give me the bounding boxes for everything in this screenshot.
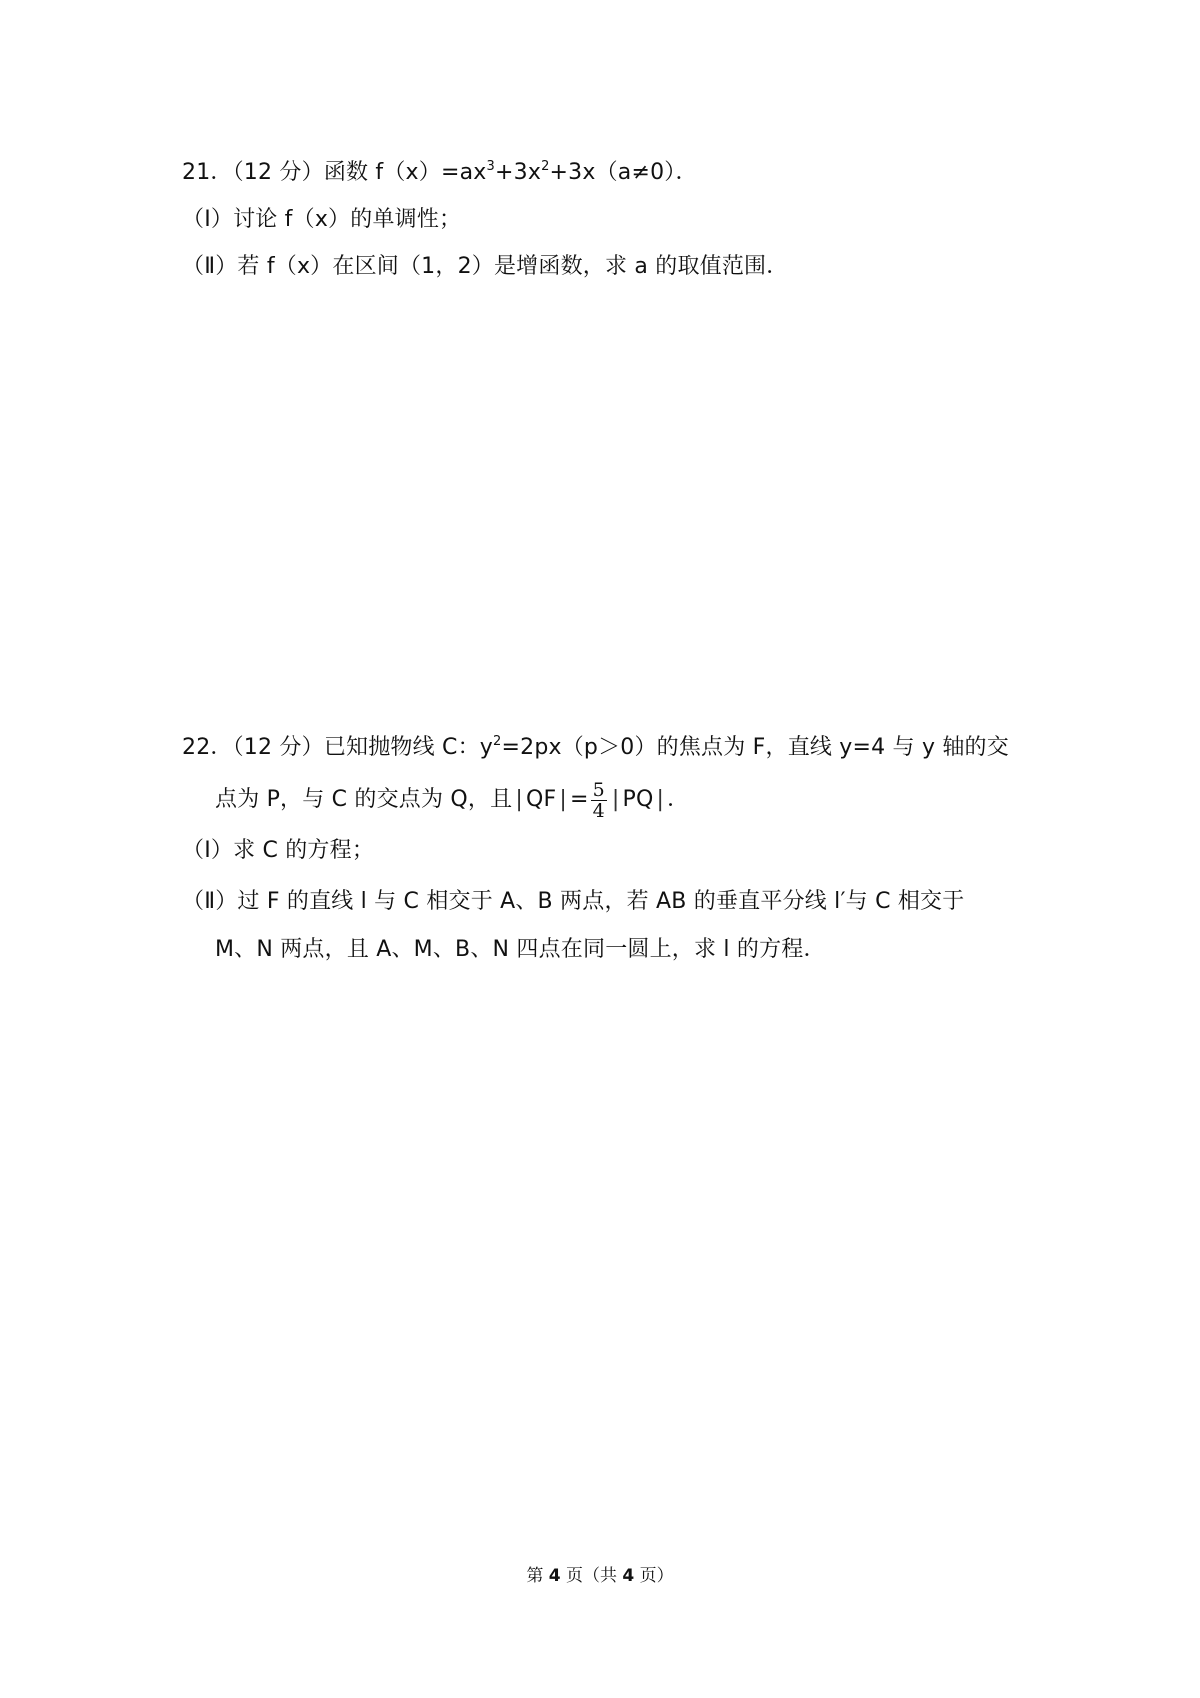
q22-stem bbox=[182, 733, 1009, 763]
q22-qf: QF bbox=[525, 787, 557, 812]
q22-line2-end: ． bbox=[667, 787, 690, 812]
abs-bar-right: | bbox=[559, 787, 567, 812]
q21-stem bbox=[182, 158, 698, 188]
abs-bar-left: | bbox=[611, 787, 620, 812]
footer-middle: 页（共 bbox=[560, 1566, 623, 1586]
q22-number: 22． bbox=[182, 735, 233, 760]
q22-part1: （Ⅰ）求 C 的方程； bbox=[182, 838, 375, 863]
q21-exponent-2: 2 bbox=[541, 159, 550, 174]
abs-bar-right: | bbox=[656, 787, 665, 812]
footer-total-pages: 4 bbox=[622, 1566, 635, 1586]
q22-equals: = bbox=[569, 787, 589, 812]
fraction-numerator: 5 bbox=[592, 778, 605, 801]
page-footer bbox=[0, 1564, 1200, 1588]
q22-part2-line1: （Ⅱ）过 F 的直线 l 与 C 相交于 A、B 两点，若 AB 的垂直平分线 l′与 C 相交于 bbox=[182, 889, 965, 914]
q21-part1: （Ⅰ）讨论 f（x）的单调性； bbox=[182, 207, 462, 232]
abs-bar-left: | bbox=[515, 787, 523, 812]
q21-part2: （Ⅱ）若 f（x）在区间（1，2）是增函数，求 a 的取值范围． bbox=[182, 254, 789, 279]
q21-stem-a: 函数 f（x）=ax bbox=[323, 160, 487, 185]
q21-stem-c: +3x（a≠0）． bbox=[549, 160, 698, 185]
footer-suffix: 页） bbox=[634, 1566, 674, 1586]
fraction-five-fourths bbox=[591, 780, 607, 821]
q21-stem-b: +3x bbox=[495, 160, 542, 185]
q22-pq: PQ bbox=[622, 787, 654, 812]
q22-points: （12 分） bbox=[232, 735, 324, 760]
q21-points: （12 分） bbox=[232, 160, 324, 185]
q22-stem-a: 已知抛物线 C：y bbox=[323, 735, 493, 760]
q22-stem-b: =2px（p＞0）的焦点为 F，直线 y=4 与 y 轴的交 bbox=[501, 735, 1009, 760]
footer-page-number: 4 bbox=[548, 1566, 561, 1586]
q22-stem-line2 bbox=[215, 778, 689, 822]
q21-number: 21． bbox=[182, 160, 233, 185]
fraction-denominator: 4 bbox=[592, 799, 605, 822]
q21-exponent-3: 3 bbox=[486, 159, 495, 174]
q22-exponent-2: 2 bbox=[493, 734, 502, 749]
footer-prefix: 第 bbox=[526, 1566, 549, 1586]
q22-line2-text: 点为 P，与 C 的交点为 Q，且 bbox=[215, 787, 513, 812]
q22-part2-line2: M、N 两点，且 A、M、B、N 四点在同一圆上，求 l 的方程． bbox=[215, 937, 826, 962]
